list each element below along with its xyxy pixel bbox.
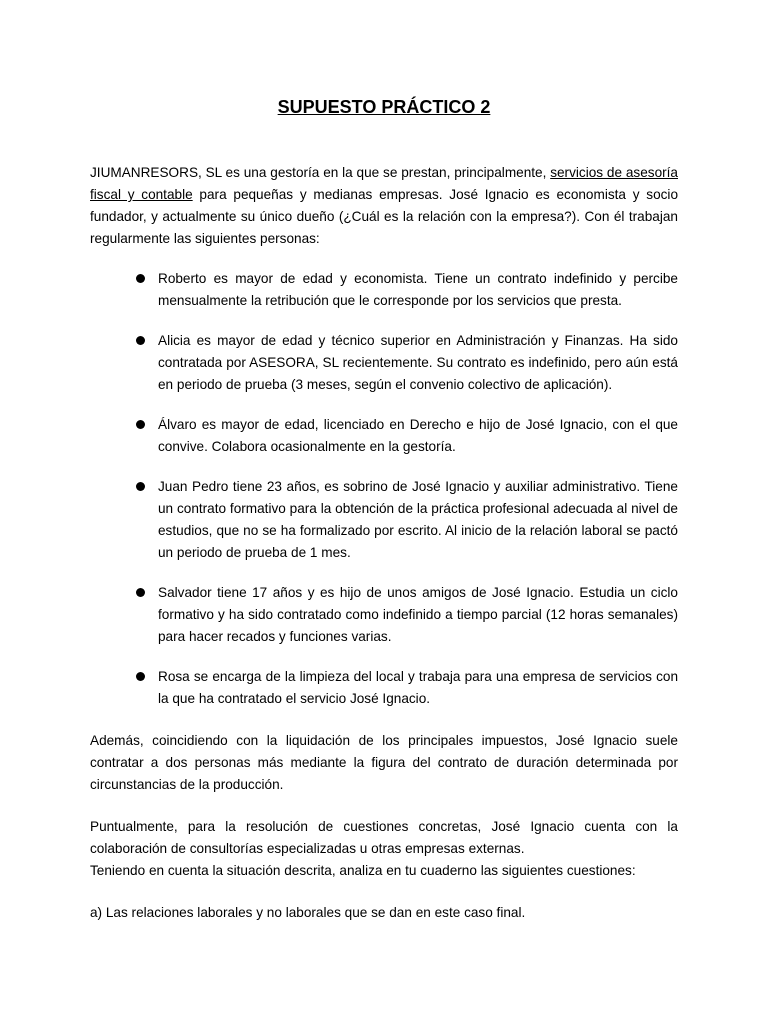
paragraph-instructions: Teniendo en cuenta la situación descrita, analiza en tu cuaderno las siguientes cuestiones: bbox=[90, 863, 636, 878]
list-item bbox=[90, 330, 678, 396]
document-page bbox=[90, 94, 678, 924]
list-item bbox=[90, 268, 678, 312]
list-item-text: Álvaro es mayor de edad, licenciado en Derecho e hijo de José Ignacio, con el que convive. Colabora ocasionalmente en la gestoría. bbox=[158, 417, 678, 454]
list-item bbox=[90, 666, 678, 710]
paragraph-external-consultants: Puntualmente, para la resolución de cuestiones concretas, José Ignacio cuenta con la colaboración de consultorías especializadas u otras empresas externas. bbox=[90, 819, 678, 856]
list-item bbox=[90, 476, 678, 564]
list-item bbox=[90, 414, 678, 458]
list-item-text: Alicia es mayor de edad y técnico superior en Administración y Finanzas. Ha sido contratada por ASESORA, SL recientemente. Su contrato es indefinido, pero aún está en periodo de prueba (3 meses, según el convenio colectivo de aplicación). bbox=[158, 333, 678, 392]
document-title: SUPUESTO PRÁCTICO 2 bbox=[277, 97, 491, 117]
list-item-text: Roberto es mayor de edad y economista. Tiene un contrato indefinido y percibe mensualmente la retribución que le corresponde por los servicios que presta. bbox=[158, 271, 678, 308]
list-item-text: Juan Pedro tiene 23 años, es sobrino de José Ignacio y auxiliar administrativo. Tiene un contrato formativo para la obtención de la práctica profesional adecuada al nivel de estudios, que no se ha formalizado por escrito. Al inicio de la relación laboral se pactó un periodo de prueba de 1 mes. bbox=[158, 479, 678, 560]
bullet-icon bbox=[136, 672, 145, 681]
intro-text-before: JIUMANRESORS, SL es una gestoría en la que se prestan, principalmente, bbox=[90, 165, 551, 180]
bullet-icon bbox=[136, 482, 145, 491]
bullet-icon bbox=[136, 420, 145, 429]
bullet-icon bbox=[136, 336, 145, 345]
bullet-icon bbox=[136, 588, 145, 597]
list-item bbox=[90, 582, 678, 648]
intro-underlined-text: servicios de asesoría fiscal y contable bbox=[90, 165, 678, 202]
intro-paragraph bbox=[90, 162, 678, 250]
staff-list bbox=[90, 268, 678, 710]
paragraph-temporary-hires: Además, coincidiendo con la liquidación de los principales impuestos, José Ignacio suele contratar a dos personas más mediante la figura del contrato de duración determinada por circunstancias de la producción. bbox=[90, 733, 678, 792]
question-a: a) Las relaciones laborales y no laborales que se dan en este caso final. bbox=[90, 905, 526, 920]
intro-text-after: para pequeñas y medianas empresas. José Ignacio es economista y socio fundador, y actualmente su único dueño (¿Cuál es la relación con la empresa?). Con él trabajan regularmente las siguientes personas: bbox=[90, 187, 679, 246]
list-item-text: Salvador tiene 17 años y es hijo de unos amigos de José Ignacio. Estudia un ciclo formativo y ha sido contratado como indefinido a tiempo parcial (12 horas semanales) para hacer recados y funciones varias. bbox=[158, 585, 678, 644]
bullet-icon bbox=[136, 274, 145, 283]
list-item-text: Rosa se encarga de la limpieza del local y trabaja para una empresa de servicios con la que ha contratado el servicio José Ignacio. bbox=[158, 669, 678, 706]
